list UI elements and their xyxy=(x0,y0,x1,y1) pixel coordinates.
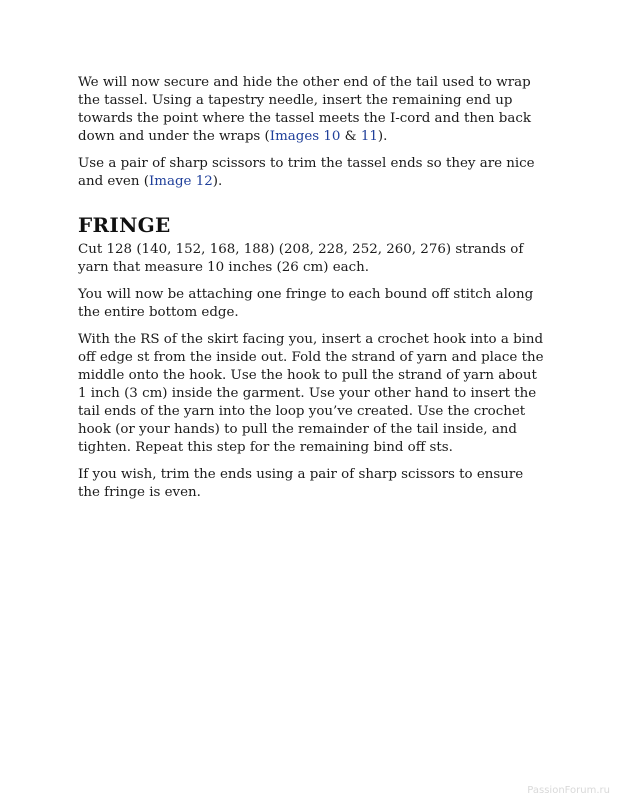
paragraph-text: ). xyxy=(212,174,223,189)
paragraph-trim-tassel xyxy=(78,155,548,191)
document-page xyxy=(78,74,548,511)
link-images-10[interactable]: Images 10 xyxy=(269,129,341,144)
paragraph-attach-fringe: You will now be attaching one fringe to each bound off stitch along the entire bottom edge. xyxy=(78,287,534,320)
paragraph-text: & xyxy=(340,129,361,144)
paragraph-trim-ends: If you wish, trim the ends using a pair of sharp scissors to ensure the fringe is even. xyxy=(78,467,524,500)
paragraph-text: Use a pair of sharp scissors to trim the tassel ends so they are nice and even ( xyxy=(78,156,535,189)
paragraph-crochet-instructions: With the RS of the skirt facing you, insert a crochet hook into a bind off edge st from the inside out. Fold the strand of yarn and place the middle onto the hook. Use the hook to pull the strand of yarn about 1 inch (3 cm) inside the garment. Use your other hand to insert the tail ends of the yarn into the loop you’ve created. Use the crochet hook (or your hands) to pull the remainder of the tail inside, and tighten. Repeat this step for the remaining bind off sts. xyxy=(78,332,544,455)
paragraph-hide-tail xyxy=(78,74,548,146)
link-image-12[interactable]: Image 12 xyxy=(148,174,213,189)
watermark: PassionForum.ru xyxy=(527,785,610,796)
section-heading-fringe: FRINGE xyxy=(78,213,171,237)
link-image-11[interactable]: 11 xyxy=(360,129,378,144)
paragraph-text: ). xyxy=(377,129,388,144)
paragraph-text: We will now secure and hide the other end of the tail used to wrap the tassel. Using a tapestry needle, insert the remaining end up towards the point where the tassel meets the I-cord and then back down and under the wraps ( xyxy=(78,75,531,144)
paragraph-cut-strands: Cut 128 (140, 152, 168, 188) (208, 228, 252, 260, 276) strands of yarn that measure 10 inches (26 cm) each. xyxy=(78,242,524,275)
